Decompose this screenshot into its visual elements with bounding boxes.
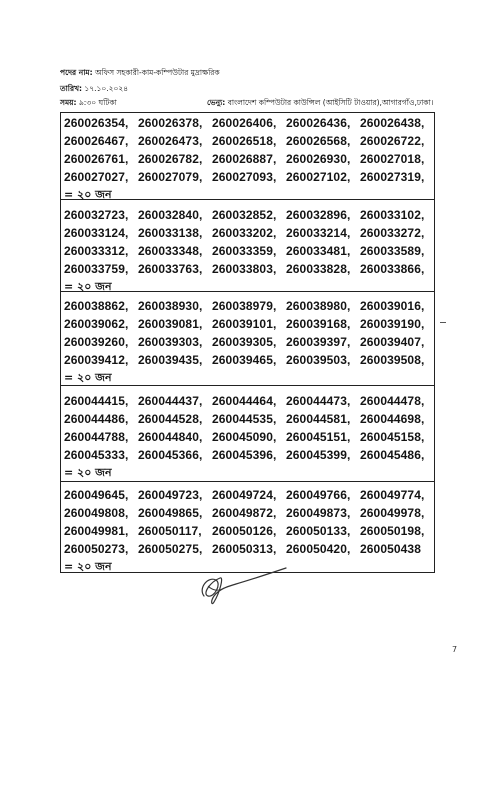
roll-number-cell: 260026930,: [286, 152, 351, 166]
date-value: ১৭.১০.২০২৪: [84, 84, 129, 93]
date-label: তারিখ:: [60, 84, 82, 93]
roll-number-cell: 260032840,: [138, 208, 203, 222]
roll-number-cell: 260026406,: [212, 116, 277, 130]
roll-number-cell: 260044528,: [138, 412, 203, 426]
roll-group: [61, 292, 434, 386]
roll-row: [64, 428, 434, 446]
roll-number-cell: 260039305,: [212, 335, 277, 349]
roll-number-cell: 260045399,: [286, 448, 351, 462]
roll-number-cell: 260044535,: [212, 412, 277, 426]
roll-row: [64, 522, 434, 540]
roll-number-cell: 260039081,: [138, 317, 203, 331]
roll-row: [64, 150, 434, 168]
roll-number-cell: 260026518,: [212, 134, 277, 148]
roll-number-cell: 260033763,: [138, 262, 203, 276]
roll-number-cell: 260045158,: [360, 430, 425, 444]
roll-row: [64, 260, 434, 278]
roll-number-cell: 260045396,: [212, 448, 277, 462]
roll-group: [61, 200, 434, 292]
roll-number-cell: 260039465,: [212, 353, 277, 367]
roll-number-cell: 260049865,: [138, 506, 203, 520]
roll-number-cell: 260033124,: [64, 226, 129, 240]
roll-row: [64, 540, 434, 558]
time-label: সময়:: [60, 98, 77, 107]
roll-number-cell: 260039412,: [64, 353, 129, 367]
roll-number-cell: 260044478,: [360, 394, 425, 408]
roll-number-cell: 260050275,: [138, 542, 203, 556]
exam-time-line: [60, 98, 117, 110]
roll-number-cell: 260049872,: [212, 506, 277, 520]
roll-row: [64, 297, 434, 315]
roll-number-table: [60, 112, 435, 573]
roll-number-cell: 260044464,: [212, 394, 277, 408]
roll-number-cell: 260039062,: [64, 317, 129, 331]
group-total: = ২০ জন: [64, 465, 112, 479]
roll-number-cell: 260049724,: [212, 488, 277, 502]
roll-number-cell: 260026473,: [138, 134, 203, 148]
roll-row: [64, 114, 434, 132]
roll-row: [64, 224, 434, 242]
roll-number-cell: 260027093,: [212, 170, 277, 184]
roll-number-cell: 260044840,: [138, 430, 203, 444]
roll-number-cell: 260033866,: [360, 262, 425, 276]
roll-number-cell: 260026761,: [64, 152, 129, 166]
roll-row: [64, 410, 434, 428]
roll-row: [64, 333, 434, 351]
post-label: পদের নাম:: [60, 68, 93, 77]
roll-number-cell: 260049766,: [286, 488, 351, 502]
roll-number-cell: 260045366,: [138, 448, 203, 462]
roll-number-cell: 260050420,: [286, 542, 351, 556]
venue-line: [207, 98, 433, 110]
roll-number-cell: 260044415,: [64, 394, 129, 408]
roll-number-cell: 260049723,: [138, 488, 203, 502]
roll-number-cell: 260033272,: [360, 226, 425, 240]
roll-group: [61, 113, 434, 200]
roll-number-cell: 260038979,: [212, 299, 277, 313]
roll-number-cell: 260032723,: [64, 208, 129, 222]
roll-number-cell: 260049774,: [360, 488, 425, 502]
roll-number-cell: 260026722,: [360, 134, 425, 148]
roll-number-cell: 260033359,: [212, 244, 277, 258]
roll-number-cell: 260044473,: [286, 394, 351, 408]
roll-number-cell: 260033481,: [286, 244, 351, 258]
roll-number-cell: 260033214,: [286, 226, 351, 240]
roll-group: [61, 482, 434, 572]
roll-number-cell: 260038862,: [64, 299, 129, 313]
roll-number-cell: 260039168,: [286, 317, 351, 331]
group-total: = ২০ জন: [64, 370, 112, 384]
venue-label: ভেন্যু:: [207, 98, 226, 107]
roll-number-cell: 260050133,: [286, 524, 351, 538]
roll-number-cell: 260039190,: [360, 317, 425, 331]
roll-number-cell: 260039508,: [360, 353, 425, 367]
roll-number-cell: 260033759,: [64, 262, 129, 276]
group-total: = ২০ জন: [64, 559, 112, 573]
roll-number-cell: 260044486,: [64, 412, 129, 426]
roll-number-cell: 260039016,: [360, 299, 425, 313]
roll-number-cell: 260050198,: [360, 524, 425, 538]
group-total: = ২০ জন: [64, 279, 112, 293]
roll-row: [64, 504, 434, 522]
roll-number-cell: 260039435,: [138, 353, 203, 367]
roll-number-cell: 260039303,: [138, 335, 203, 349]
roll-number-cell: 260049981,: [64, 524, 129, 538]
roll-number-cell: 260027102,: [286, 170, 351, 184]
roll-number-cell: 260049808,: [64, 506, 129, 520]
roll-number-cell: 260050117,: [138, 524, 202, 538]
roll-number-cell: 260039397,: [286, 335, 351, 349]
roll-number-cell: 260032852,: [212, 208, 277, 222]
roll-number-cell: 260045090,: [212, 430, 277, 444]
roll-row: [64, 168, 434, 186]
roll-row: [64, 392, 434, 410]
roll-number-cell: 260039101,: [212, 317, 277, 331]
roll-number-cell: 260027079,: [138, 170, 203, 184]
roll-number-cell: 260033828,: [286, 262, 351, 276]
group-total: = ২০ জন: [64, 187, 112, 201]
roll-number-cell: 260027018,: [360, 152, 425, 166]
roll-number-cell: 260044581,: [286, 412, 351, 426]
roll-number-cell: 260026378,: [138, 116, 203, 130]
roll-number-cell: 260027319,: [360, 170, 425, 184]
roll-row: [64, 446, 434, 464]
roll-number-cell: 260044788,: [64, 430, 129, 444]
margin-mark: [440, 322, 446, 323]
signature-scribble: [190, 562, 290, 610]
roll-number-cell: 260039503,: [286, 353, 351, 367]
roll-number-cell: 260026887,: [212, 152, 277, 166]
roll-number-cell: 260033589,: [360, 244, 425, 258]
venue-value: বাংলাদেশ কম্পিউটার কাউন্সিল (আইসিটি টাওয়ার),আগারগাঁও,ঢাকা।: [227, 98, 434, 107]
roll-number-cell: 260050273,: [64, 542, 129, 556]
roll-number-cell: 260026354,: [64, 116, 129, 130]
roll-number-cell: 260026438,: [360, 116, 425, 130]
roll-number-cell: 260039260,: [64, 335, 129, 349]
roll-number-cell: 260045151,: [286, 430, 351, 444]
roll-number-cell: 260033348,: [138, 244, 203, 258]
post-name-line: [60, 68, 220, 80]
post-value: অফিস সহকারী-কাম-কম্পিউটার মুদ্রাক্ষরিক: [95, 68, 220, 77]
roll-number-cell: 260049978,: [360, 506, 425, 520]
roll-number-cell: 260033803,: [212, 262, 277, 276]
roll-number-cell: 260026467,: [64, 134, 129, 148]
roll-number-cell: 260026568,: [286, 134, 351, 148]
roll-number-cell: 260027027,: [64, 170, 129, 184]
roll-row: [64, 315, 434, 333]
roll-row: [64, 132, 434, 150]
roll-group: [61, 386, 434, 482]
roll-number-cell: 260026436,: [286, 116, 351, 130]
roll-number-cell: 260049645,: [64, 488, 129, 502]
roll-number-cell: 260049873,: [286, 506, 351, 520]
roll-number-cell: 260038930,: [138, 299, 203, 313]
roll-number-cell: 260026782,: [138, 152, 203, 166]
exam-date-line: [60, 84, 128, 96]
roll-number-cell: 260045333,: [64, 448, 129, 462]
roll-row: [64, 486, 434, 504]
time-value: ৯:৩০ ঘটিকা: [78, 98, 117, 107]
roll-number-cell: 260044437,: [138, 394, 203, 408]
roll-number-cell: 260032896,: [286, 208, 351, 222]
roll-number-cell: 260033138,: [138, 226, 203, 240]
roll-number-cell: 260039407,: [360, 335, 425, 349]
roll-row: [64, 242, 434, 260]
roll-number-cell: 260045486,: [360, 448, 425, 462]
roll-number-cell: 260050313,: [212, 542, 277, 556]
roll-number-cell: 260038980,: [286, 299, 351, 313]
roll-number-cell: 260050126,: [212, 524, 277, 538]
roll-number-cell: 260033312,: [64, 244, 129, 258]
page-number: 7: [452, 645, 458, 654]
roll-row: [64, 351, 434, 369]
roll-number-cell: 260044698,: [360, 412, 425, 426]
roll-number-cell: 260033102,: [360, 208, 425, 222]
roll-row: [64, 206, 434, 224]
roll-number-cell: 260033202,: [212, 226, 277, 240]
roll-number-cell: 260050438: [360, 542, 421, 556]
